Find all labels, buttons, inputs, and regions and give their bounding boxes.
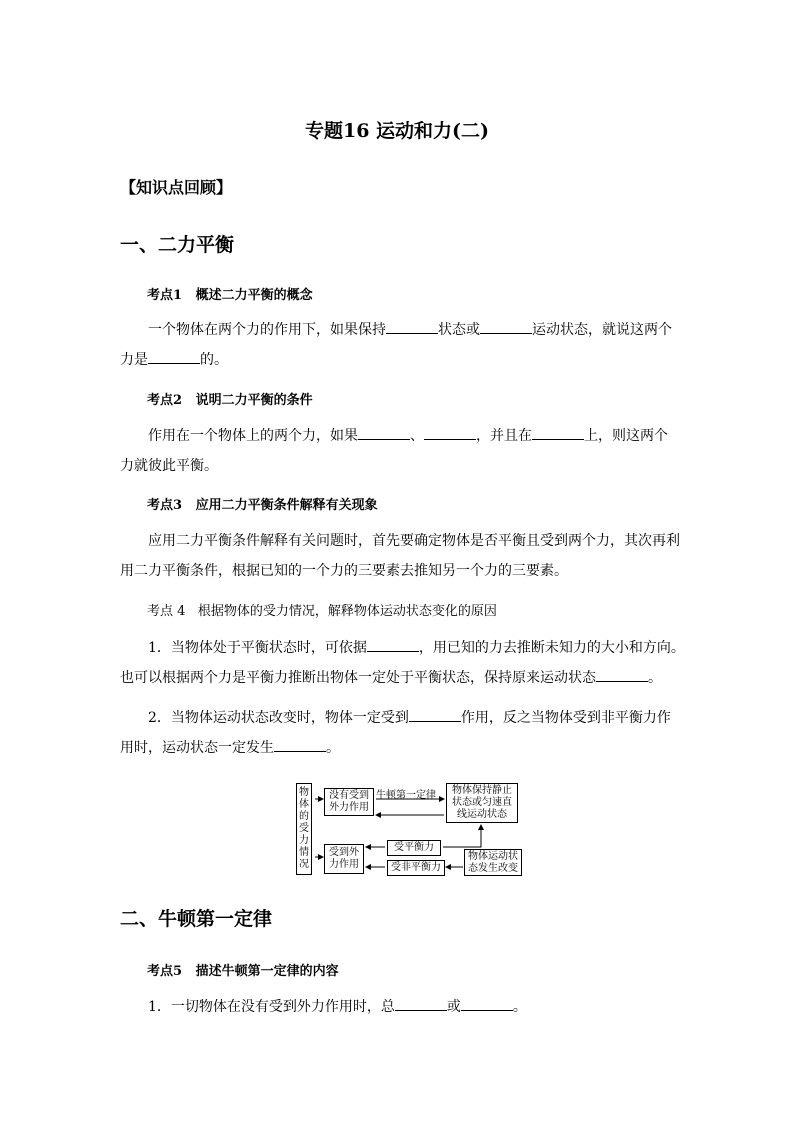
answer-blank[interactable] <box>148 349 200 364</box>
unbalanced-force-box: 受非平衡力 <box>387 860 445 876</box>
answer-blank[interactable] <box>532 425 584 440</box>
keep-state-box: 物体保持静止 状态或匀速直 线运动状态 <box>446 783 518 823</box>
page-title: 专题16 运动和力(二) <box>304 120 490 142</box>
answer-blank[interactable] <box>424 425 476 440</box>
answer-blank[interactable] <box>480 319 532 334</box>
no-force-box: 没有受到 外力作用 <box>324 788 374 816</box>
kaodian-2: 考点2 说明二力平衡的条件 <box>147 393 313 408</box>
kaodian-4: 考点 4 根据物体的受力情况，解释物体运动状态变化的原因 <box>147 604 497 619</box>
paragraph-6: 1．一切物体在没有受到外力作用时，总 或 。 <box>120 992 680 1022</box>
kaodian-text: 概述二力平衡的概念 <box>195 288 313 303</box>
answer-blank[interactable] <box>596 667 648 682</box>
review-heading: 【知识点回顾】 <box>120 178 233 197</box>
paragraph-2: 作用在一个物体上的两个力，如果 、 ，并且在 上，则这两个 力就彼此平衡。 <box>120 421 680 481</box>
paragraph-5: 2．当物体运动状态改变时，物体一定受到 作用，反之当物体受到非平衡力作 用时，运动状态一定发生 。 <box>120 703 680 763</box>
answer-blank[interactable] <box>461 996 513 1011</box>
paragraph-3: 应用二力平衡条件解释有关问题时，首先要确定物体是否平衡且受到两个力，其次再利 用二力平衡条件，根据已知的一个力的三要素去推知另一个力的三要素。 <box>120 533 680 579</box>
answer-blank[interactable] <box>386 319 438 334</box>
kaodian-3: 考点3 应用二力平衡条件解释有关现象 <box>147 498 378 513</box>
answer-blank[interactable] <box>274 737 326 752</box>
answer-blank[interactable] <box>358 425 410 440</box>
state-change-box: 物体运动状 态发生改变 <box>464 849 522 876</box>
with-force-box: 受到外 力作用 <box>324 844 364 874</box>
force-motion-diagram <box>296 781 526 877</box>
answer-blank[interactable] <box>367 637 419 652</box>
paragraph-1: 一个物体在两个力的作用下，如果保持 状态或 运动状态，就说这两个 力是 的。 <box>120 315 680 375</box>
answer-blank[interactable] <box>395 996 447 1011</box>
answer-blank[interactable] <box>409 707 461 722</box>
section-heading-2: 二、牛顿第一定律 <box>120 908 273 930</box>
paragraph-4: 1．当物体处于平衡状态时，可依据 ，用已知的力去推断未知力的大小和方向。 也可以根据两个力是平衡力推断出物体一定处于平衡状态，保持原来运动状态 。 <box>120 633 680 693</box>
balanced-force-box: 受平衡力 <box>387 840 441 856</box>
newton-law-label: 牛顿第一定律 <box>376 790 436 801</box>
kaodian-label: 考点1 <box>147 288 183 303</box>
arrow <box>443 825 481 847</box>
section-heading-1: 一、二力平衡 <box>120 234 235 256</box>
force-condition-box: 物 体 的 受 力 情 况 <box>296 783 312 875</box>
kaodian-1 <box>147 284 313 303</box>
kaodian-5: 考点5 描述牛顿第一定律的内容 <box>147 964 339 979</box>
